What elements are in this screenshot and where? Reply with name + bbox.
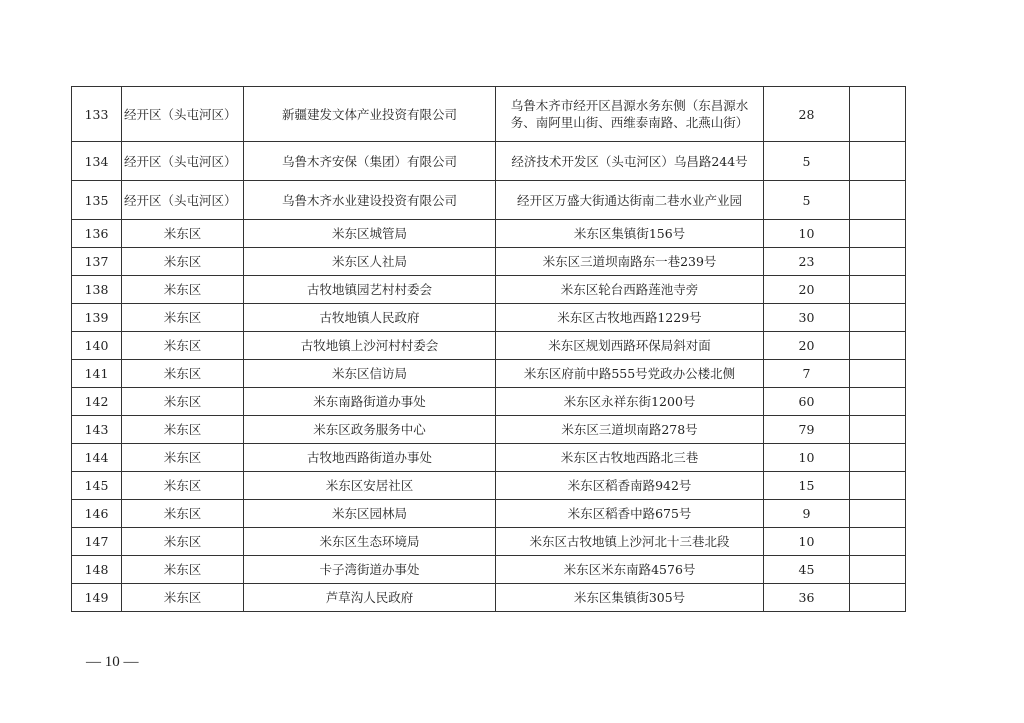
note-cell <box>850 276 906 304</box>
unit-name-cell: 米东区安居社区 <box>244 472 496 500</box>
district-cell: 米东区 <box>122 472 244 500</box>
table-row <box>72 220 906 248</box>
district-cell: 米东区 <box>122 360 244 388</box>
table-row <box>72 276 906 304</box>
district-cell: 经开区（头屯河区） <box>122 181 244 220</box>
note-cell <box>850 332 906 360</box>
count-cell: 60 <box>764 388 850 416</box>
count-cell: 10 <box>764 444 850 472</box>
row-number-cell: 142 <box>72 388 122 416</box>
row-number-cell: 145 <box>72 472 122 500</box>
table-row <box>72 248 906 276</box>
table-row <box>72 584 906 612</box>
note-cell <box>850 472 906 500</box>
count-cell: 7 <box>764 360 850 388</box>
count-cell: 10 <box>764 220 850 248</box>
count-cell: 9 <box>764 500 850 528</box>
address-cell: 米东区永祥东街1200号 <box>496 388 764 416</box>
unit-name-cell: 米东区生态环境局 <box>244 528 496 556</box>
note-cell <box>850 416 906 444</box>
unit-name-cell: 古牧地镇上沙河村村委会 <box>244 332 496 360</box>
row-number-cell: 146 <box>72 500 122 528</box>
note-cell <box>850 181 906 220</box>
note-cell <box>850 500 906 528</box>
address-cell: 经济技术开发区（头屯河区）乌昌路244号 <box>496 142 764 181</box>
district-cell: 米东区 <box>122 304 244 332</box>
district-cell: 米东区 <box>122 500 244 528</box>
row-number-cell: 138 <box>72 276 122 304</box>
row-number-cell: 148 <box>72 556 122 584</box>
district-cell: 米东区 <box>122 248 244 276</box>
row-number-cell: 134 <box>72 142 122 181</box>
unit-name-cell: 古牧地镇人民政府 <box>244 304 496 332</box>
district-cell: 米东区 <box>122 220 244 248</box>
row-number-cell: 135 <box>72 181 122 220</box>
row-number-cell: 149 <box>72 584 122 612</box>
location-table <box>71 86 906 612</box>
table-row <box>72 360 906 388</box>
address-cell: 米东区府前中路555号党政办公楼北侧 <box>496 360 764 388</box>
note-cell <box>850 360 906 388</box>
address-cell: 米东区古牧地西路北三巷 <box>496 444 764 472</box>
table-row <box>72 332 906 360</box>
table-body <box>72 87 906 612</box>
address-cell: 米东区稻香中路675号 <box>496 500 764 528</box>
table-row <box>72 556 906 584</box>
count-cell: 20 <box>764 332 850 360</box>
address-cell: 米东区米东南路4576号 <box>496 556 764 584</box>
count-cell: 28 <box>764 87 850 142</box>
row-number-cell: 140 <box>72 332 122 360</box>
address-cell: 米东区三道坝南路278号 <box>496 416 764 444</box>
table-row <box>72 388 906 416</box>
count-cell: 5 <box>764 142 850 181</box>
row-number-cell: 144 <box>72 444 122 472</box>
note-cell <box>850 556 906 584</box>
count-cell: 36 <box>764 584 850 612</box>
unit-name-cell: 卡子湾街道办事处 <box>244 556 496 584</box>
row-number-cell: 137 <box>72 248 122 276</box>
row-number-cell: 141 <box>72 360 122 388</box>
unit-name-cell: 米东区城管局 <box>244 220 496 248</box>
address-cell: 米东区集镇街156号 <box>496 220 764 248</box>
note-cell <box>850 528 906 556</box>
unit-name-cell: 乌鲁木齐水业建设投资有限公司 <box>244 181 496 220</box>
note-cell <box>850 584 906 612</box>
table-row <box>72 142 906 181</box>
table-row <box>72 304 906 332</box>
note-cell <box>850 444 906 472</box>
district-cell: 米东区 <box>122 584 244 612</box>
table-row <box>72 472 906 500</box>
district-cell: 米东区 <box>122 444 244 472</box>
page-number: — 10 — <box>86 654 139 670</box>
note-cell <box>850 220 906 248</box>
district-cell: 经开区（头屯河区） <box>122 142 244 181</box>
table-row <box>72 500 906 528</box>
count-cell: 10 <box>764 528 850 556</box>
unit-name-cell: 米东区政务服务中心 <box>244 416 496 444</box>
count-cell: 79 <box>764 416 850 444</box>
district-cell: 米东区 <box>122 528 244 556</box>
address-cell: 米东区规划西路环保局斜对面 <box>496 332 764 360</box>
table-row <box>72 528 906 556</box>
unit-name-cell: 米东南路街道办事处 <box>244 388 496 416</box>
unit-name-cell: 古牧地西路街道办事处 <box>244 444 496 472</box>
address-cell: 米东区三道坝南路东一巷239号 <box>496 248 764 276</box>
unit-name-cell: 新疆建发文体产业投资有限公司 <box>244 87 496 142</box>
row-number-cell: 147 <box>72 528 122 556</box>
note-cell <box>850 388 906 416</box>
table-row <box>72 444 906 472</box>
district-cell: 米东区 <box>122 332 244 360</box>
district-cell: 经开区（头屯河区） <box>122 87 244 142</box>
row-number-cell: 143 <box>72 416 122 444</box>
note-cell <box>850 87 906 142</box>
count-cell: 5 <box>764 181 850 220</box>
note-cell <box>850 248 906 276</box>
table-row <box>72 181 906 220</box>
district-cell: 米东区 <box>122 276 244 304</box>
count-cell: 30 <box>764 304 850 332</box>
unit-name-cell: 米东区信访局 <box>244 360 496 388</box>
address-cell: 乌鲁木齐市经开区昌源水务东侧（东昌源水务、南阿里山街、西维泰南路、北燕山街） <box>496 87 764 142</box>
row-number-cell: 139 <box>72 304 122 332</box>
note-cell <box>850 142 906 181</box>
address-cell: 米东区集镇街305号 <box>496 584 764 612</box>
unit-name-cell: 芦草沟人民政府 <box>244 584 496 612</box>
count-cell: 45 <box>764 556 850 584</box>
unit-name-cell: 米东区人社局 <box>244 248 496 276</box>
count-cell: 15 <box>764 472 850 500</box>
unit-name-cell: 米东区园林局 <box>244 500 496 528</box>
table-row <box>72 416 906 444</box>
count-cell: 23 <box>764 248 850 276</box>
address-cell: 米东区古牧地镇上沙河北十三巷北段 <box>496 528 764 556</box>
address-cell: 米东区稻香南路942号 <box>496 472 764 500</box>
table-row <box>72 87 906 142</box>
unit-name-cell: 古牧地镇园艺村村委会 <box>244 276 496 304</box>
district-cell: 米东区 <box>122 388 244 416</box>
address-cell: 经开区万盛大街通达街南二巷水业产业园 <box>496 181 764 220</box>
row-number-cell: 133 <box>72 87 122 142</box>
count-cell: 20 <box>764 276 850 304</box>
unit-name-cell: 乌鲁木齐安保（集团）有限公司 <box>244 142 496 181</box>
district-cell: 米东区 <box>122 556 244 584</box>
address-cell: 米东区轮台西路莲池寺旁 <box>496 276 764 304</box>
address-cell: 米东区古牧地西路1229号 <box>496 304 764 332</box>
note-cell <box>850 304 906 332</box>
row-number-cell: 136 <box>72 220 122 248</box>
district-cell: 米东区 <box>122 416 244 444</box>
